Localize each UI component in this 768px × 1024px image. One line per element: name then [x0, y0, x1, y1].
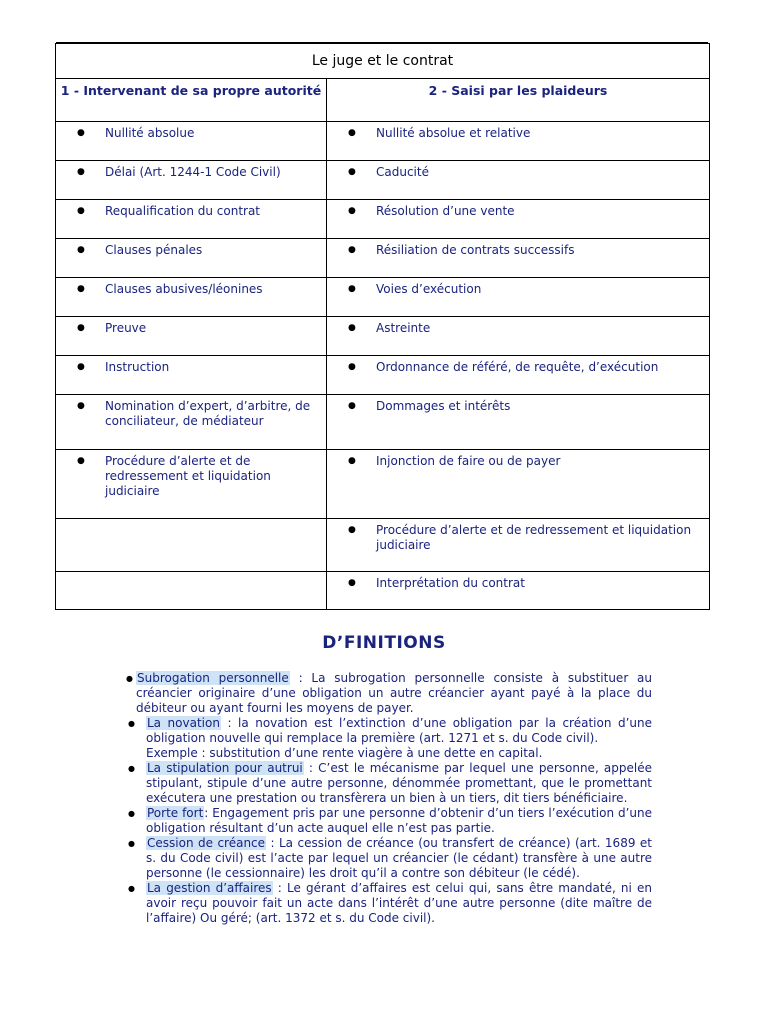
table-cell-text: Preuve	[105, 321, 147, 335]
bullet-icon	[77, 165, 105, 180]
table-cell-text: Dommages et intérêts	[376, 399, 511, 413]
table-cell-text: Interprétation du contrat	[376, 576, 525, 590]
table-cell-text: Requalification du contrat	[105, 204, 261, 218]
table-cell-text: Caducité	[376, 165, 429, 179]
column-header-own-authority: 1 - Intervenant de sa propre autorité	[56, 79, 327, 122]
table-cell-text: Nullité absolue	[105, 126, 195, 140]
table-cell-text: Procédure d’alerte et de redressement et liquidation judiciaire	[105, 454, 271, 498]
definition-term: La stipulation pour autrui	[147, 761, 303, 775]
table-row	[56, 239, 710, 278]
table-row	[56, 450, 710, 519]
table-cell-text: Injonction de faire ou de payer	[376, 454, 561, 468]
bullet-icon	[77, 399, 105, 414]
table-row	[56, 317, 710, 356]
table-cell-text: Procédure d’alerte et de redressement et liquidation judiciaire	[376, 523, 692, 552]
table-cell-text: Nomination d’expert, d’arbitre, de conciliateur, de médiateur	[105, 399, 311, 428]
table-cell-text: Résiliation de contrats successifs	[376, 243, 575, 257]
bullet-icon	[348, 243, 376, 258]
bullet-icon	[348, 399, 376, 414]
bullet-icon	[128, 761, 135, 776]
table-cell-text: Clauses pénales	[105, 243, 203, 257]
table-row	[56, 200, 710, 239]
definition-text: : la novation est l’extinction d’une obligation par la création d’une obligation nouvelle qui remplace la première (art. 1271 et s. du Code civil).	[146, 716, 652, 745]
definition-term: La novation	[147, 716, 220, 730]
bullet-icon	[348, 204, 376, 219]
table-title: Le juge et le contrat	[56, 44, 710, 79]
definition-text: : La subrogation personnelle consiste à substituer au créancier originaire d’une obligation un autre créancier ayant payé à la place du débiteur ou ayant fourni les moyens de payer.	[136, 671, 653, 715]
bullet-icon	[348, 165, 376, 180]
table-cell-text: Voies d’exécution	[376, 282, 482, 296]
table-row	[56, 356, 710, 395]
bullet-icon	[77, 243, 105, 258]
table-row	[56, 519, 710, 572]
bullet-icon	[128, 881, 135, 896]
bullet-icon	[77, 321, 105, 336]
table-row	[56, 395, 710, 450]
definition-item	[126, 716, 652, 761]
bullet-icon	[348, 282, 376, 297]
definitions-heading: DʼFINITIONS	[322, 633, 446, 653]
table-cell-text: Astreinte	[376, 321, 431, 335]
definition-term: Porte fort	[147, 806, 204, 820]
bullet-icon	[77, 454, 105, 469]
column-header-seized-by-litigants: 2 - Saisi par les plaideurs	[327, 79, 710, 122]
definition-item	[126, 671, 652, 716]
bullet-icon	[77, 204, 105, 219]
definition-item	[126, 761, 652, 806]
bullet-icon	[348, 360, 376, 375]
definitions-list	[126, 671, 652, 926]
definition-term: Subrogation personnelle	[137, 671, 289, 685]
table-row	[56, 572, 710, 610]
definition-term: La gestion d’affaires	[147, 881, 272, 895]
table-cell-text: Instruction	[105, 360, 170, 374]
empty-cell	[56, 572, 327, 610]
definition-text: : C’est le mécanisme par lequel une personne, appelée stipulant, stipule d’une autre personne, dénommée promettant, que le promettant exécutera une prestation ou transfèrera un bien à un tiers, dit tiers bénéficiaire.	[146, 761, 652, 805]
bullet-icon	[128, 806, 135, 821]
definition-text: : Le gérant d’affaires est celui qui, sans être mandaté, ni en avoir reçu pouvoir fait un acte dans l’intérêt d’une autre personne (dite maître de l’affaire) Ou géré; (art. 1372 et s. du Code civil).	[146, 881, 652, 925]
bullet-icon	[126, 671, 133, 686]
table-row	[56, 278, 710, 317]
table-cell-text: Délai (Art. 1244-1 Code Civil)	[105, 165, 281, 179]
bullet-icon	[348, 576, 376, 591]
definition-example: Exemple : substitution d’une rente viagère à une dette en capital.	[146, 746, 543, 760]
definition-item	[126, 881, 652, 926]
table-row	[56, 161, 710, 200]
juge-contrat-table	[55, 43, 710, 610]
definition-term: Cession de créance	[147, 836, 266, 850]
bullet-icon	[348, 321, 376, 336]
table-row	[56, 122, 710, 161]
bullet-icon	[348, 523, 376, 538]
definition-text: : La cession de créance (ou transfert de créance) (art. 1689 et s. du Code civil) est l’acte par lequel un créancier (le cédant) transfère à une autre personne (le cessionnaire) les droit qu’il a contre son débiteur (le cédé).	[146, 836, 653, 880]
table-cell-text: Ordonnance de référé, de requête, d’exécution	[376, 360, 659, 374]
table-cell-text: Clauses abusives/léonines	[105, 282, 263, 296]
bullet-icon	[348, 454, 376, 469]
empty-cell	[56, 519, 327, 572]
bullet-icon	[128, 836, 135, 851]
bullet-icon	[77, 282, 105, 297]
table-cell-text: Nullité absolue et relative	[376, 126, 531, 140]
definition-text: : Engagement pris par une personne d’obtenir d’un tiers l’exécution d’une obligation résultant d’un acte auquel elle n’est pas partie.	[146, 806, 652, 835]
bullet-icon	[348, 126, 376, 141]
definition-item	[126, 806, 652, 836]
table-cell-text: Résolution d’une vente	[376, 204, 515, 218]
definition-item	[126, 836, 652, 881]
bullet-icon	[77, 360, 105, 375]
bullet-icon	[128, 716, 135, 731]
bullet-icon	[77, 126, 105, 141]
